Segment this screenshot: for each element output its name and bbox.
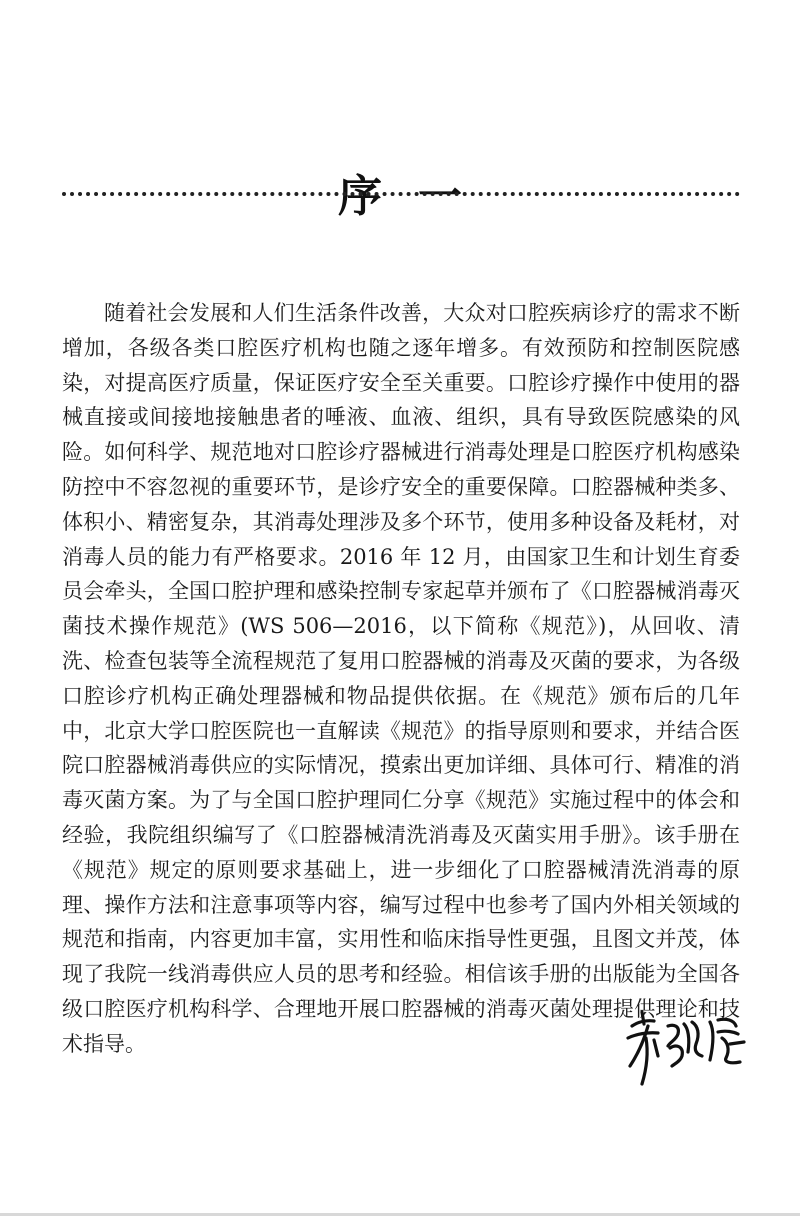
page-bottom-edge (0, 1213, 800, 1216)
handwritten-signature (618, 1004, 758, 1094)
preface-paragraph: 随着社会发展和人们生活条件改善，大众对口腔疾病诊疗的需求不断增加，各级各类口腔医疗机构也随之逐年增多。有效预防和控制医院感染，对提高医疗质量，保证医疗安全至关重要。口腔诊疗操作中使用的器械直接或间接地接触患者的唾液、血液、组织，具有导致医院感染的风险。如何科学、规范地对口腔诊疗器械进行消毒处理是口腔医疗机构感染防控中不容忽视的重要环节，是诊疗安全的重要保障。口腔器械种类多、体积小、精密复杂，其消毒处理涉及多个环节，使用多种设备及耗材，对消毒人员的能力有严格要求。2016 年 12 月，由国家卫生和计划生育委员会牵头，全国口腔护理和感染控制专家起草并颁布了《口腔器械消毒灭菌技术操作规范》(WS 506—2016，以下简称《规范》)，从回收、清洗、检查包装等全流程规范了复用口腔器械的消毒及灭菌的要求，为各级口腔诊疗机构正确处理器械和物品提供依据。在《规范》颁布后的几年中，北京大学口腔医院也一直解读《规范》的指导原则和要求，并结合医院口腔器械消毒供应的实际情况，摸索出更加详细、具体可行、精准的消毒灭菌方案。为了与全国口腔护理同仁分享《规范》实施过程中的体会和经验，我院组织编写了《口腔器械清洗消毒及灭菌实用手册》。该手册在《规范》规定的原则要求基础上，进一步细化了口腔器械清洗消毒的原理、操作方法和注意事项等内容，编写过程中也参考了国内外相关领域的规范和指南，内容更加丰富，实用性和临床指导性更强，且图文并茂，体现了我院一线消毒供应人员的思考和经验。相信该手册的出版能为全国各级口腔医疗机构科学、合理地开展口腔器械的消毒灭菌处理提供理论和技术指导。 (62, 301, 740, 1056)
dotted-divider (62, 192, 740, 196)
page-title: 序一 (338, 171, 498, 223)
